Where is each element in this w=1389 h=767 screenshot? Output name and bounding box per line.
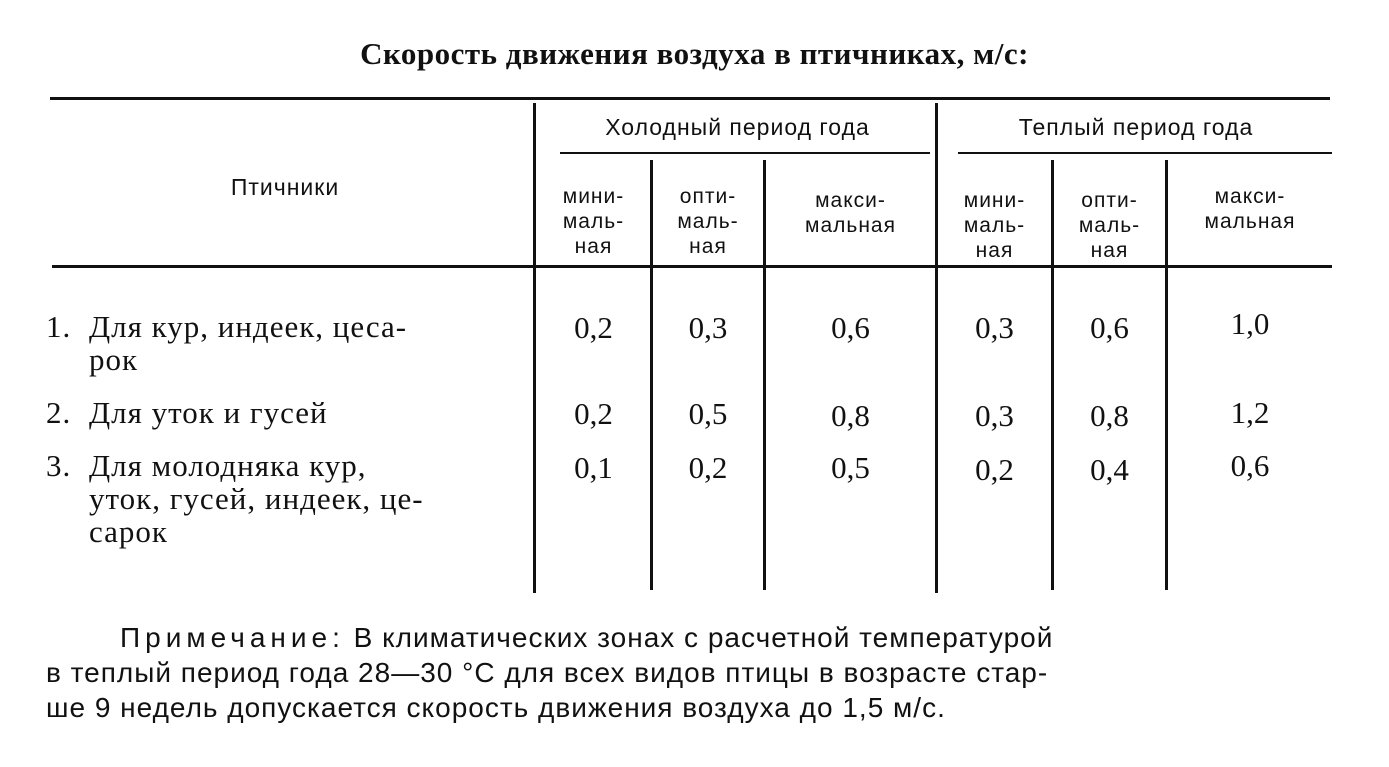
table-cell: 0,2 bbox=[975, 452, 1014, 487]
cold-group-rule bbox=[560, 152, 930, 154]
row-text: Для молодняка кур, уток, гусей, индеек, це- сарок bbox=[89, 448, 424, 549]
table-cell: 0,3 bbox=[975, 310, 1014, 345]
table-cell: 0,8 bbox=[1090, 398, 1129, 433]
header-birdhouses: Птичники bbox=[230, 174, 340, 200]
column-divider bbox=[533, 103, 536, 593]
footnote bbox=[46, 620, 1336, 725]
table-cell: 0,6 bbox=[1090, 310, 1129, 345]
table-top-rule bbox=[50, 97, 1330, 100]
table-cell: 0,5 bbox=[831, 450, 870, 485]
table-cell: 0,2 bbox=[574, 310, 613, 345]
footnote-label: Примечание: bbox=[120, 622, 345, 653]
table-row-label bbox=[46, 449, 526, 554]
table-cell: 0,2 bbox=[574, 396, 613, 431]
column-divider bbox=[935, 103, 938, 593]
table-cell: 1,0 bbox=[1230, 306, 1270, 341]
header-cold-max: макси- мальная bbox=[805, 189, 896, 237]
table-cell: 0,2 bbox=[688, 450, 728, 485]
table-cell: 0,1 bbox=[574, 450, 613, 485]
table-cell: 0,8 bbox=[831, 398, 870, 433]
table-row-label bbox=[46, 396, 526, 432]
header-cold-min: мини- маль- ная bbox=[562, 185, 625, 258]
header-warm-min: мини- маль- ная bbox=[963, 189, 1026, 262]
table-cell: 0,3 bbox=[975, 398, 1014, 433]
table-cell: 0,6 bbox=[1230, 448, 1270, 483]
header-warm-period: Теплый период года bbox=[1018, 114, 1254, 140]
table-cell: 0,6 bbox=[831, 310, 870, 345]
row-number: 1. bbox=[46, 309, 72, 344]
header-bottom-rule bbox=[52, 265, 1332, 268]
row-number: 3. bbox=[46, 448, 72, 483]
row-text: Для уток и гусей bbox=[89, 395, 328, 430]
table-cell: 0,5 bbox=[688, 396, 728, 431]
header-warm-opt: опти- маль- ная bbox=[1078, 189, 1141, 262]
header-warm-max: макси- мальная bbox=[1204, 185, 1296, 233]
table-cell: 1,2 bbox=[1230, 395, 1270, 430]
table-row-label bbox=[46, 310, 526, 380]
table-cell: 0,4 bbox=[1090, 452, 1129, 487]
row-number: 2. bbox=[46, 395, 72, 430]
footnote-line-3: ше 9 недель допускается скорость движения воздуха до 1,5 м/с. bbox=[46, 692, 946, 723]
footnote-line-2: в теплый период года 28—30 °С для всех видов птицы в возрасте стар- bbox=[46, 657, 1049, 688]
row-text: Для кур, индеек, цеса- рок bbox=[89, 309, 408, 377]
footnote-line-1: В климатических зонах с расчетной температурой bbox=[353, 622, 1054, 653]
header-cold-opt: опти- маль- ная bbox=[677, 185, 739, 258]
page-title: Скорость движения воздуха в птичниках, м/с: bbox=[360, 36, 1029, 71]
header-cold-period: Холодный период года bbox=[605, 114, 870, 140]
warm-group-rule bbox=[958, 152, 1332, 154]
table-cell: 0,3 bbox=[688, 310, 728, 345]
